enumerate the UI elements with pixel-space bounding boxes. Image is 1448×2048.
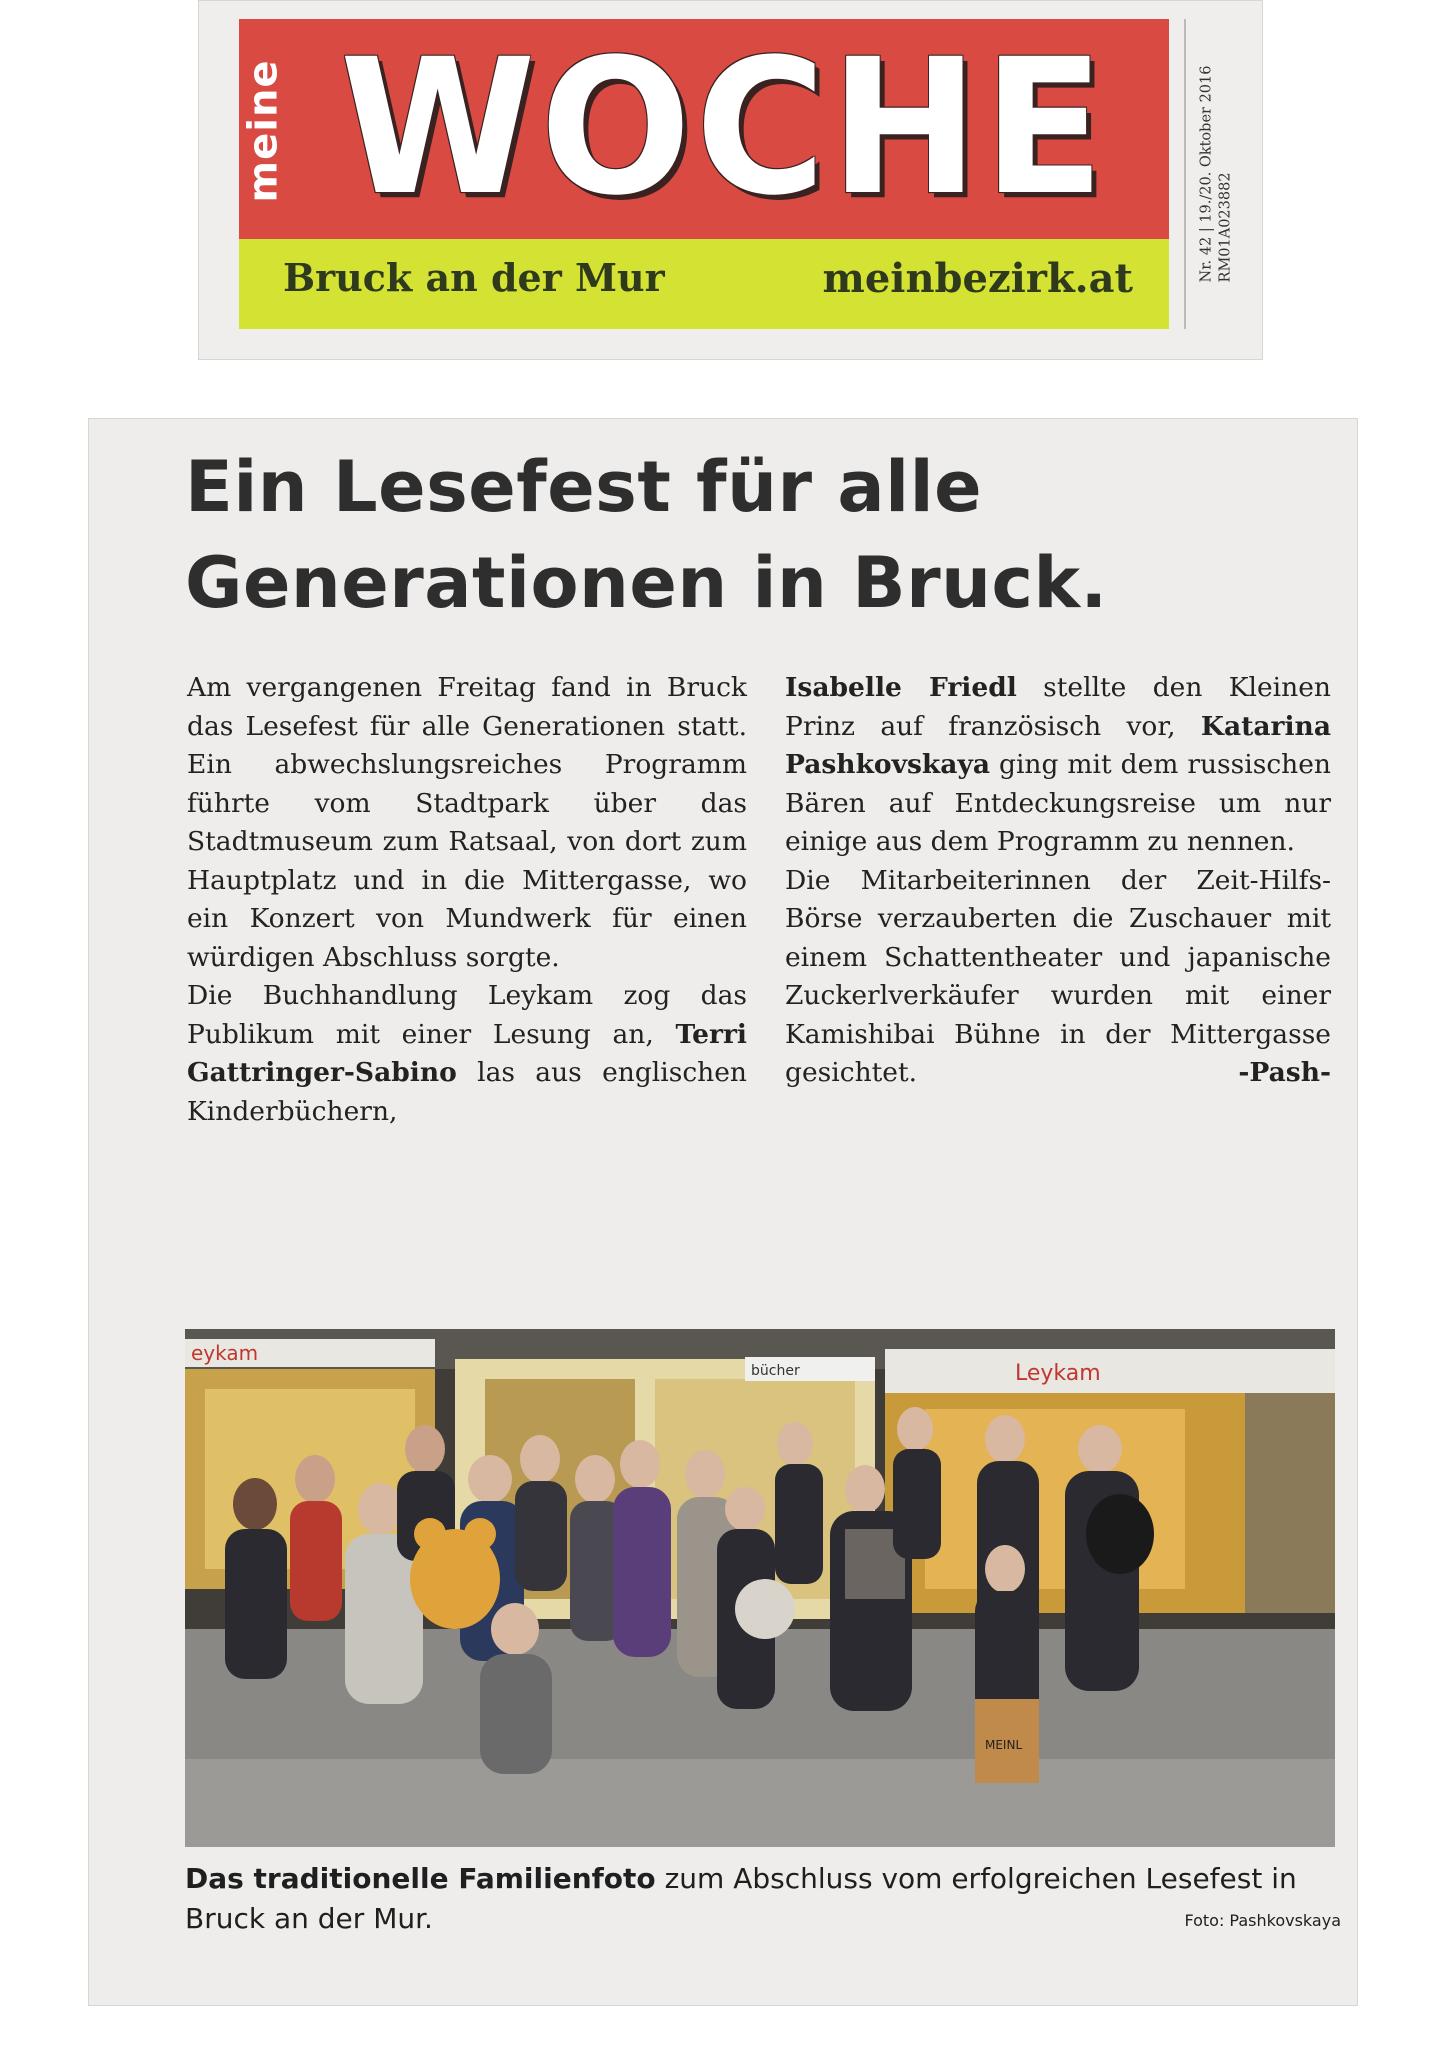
text: stellte den Kleinen Prinz auf französisch vor, [785, 672, 1331, 742]
article-clipping [88, 418, 1358, 2006]
text: Die Mitarbeiterinnen der Zeit-Hilfs-Börse verzauberten die Zuschauer mit einem Schattentheater und japanische Zuckerlverkäufer wurden mit einer Kamishibai Bühne in der Mittergasse gesichtet. [785, 864, 1331, 1088]
caption-lead: Das traditionelle Familienfoto [185, 1862, 656, 1895]
person-name: Terri Gattringer-Sabino [187, 1018, 747, 1088]
website: meinbezirk.at [822, 255, 1133, 302]
shop-sign-right: Leykam [1015, 1361, 1101, 1386]
article-column-1 [187, 669, 747, 1131]
paragraph [785, 669, 1331, 862]
text: las aus englischen Kinderbüchern, [187, 1057, 747, 1127]
paragraph: Am vergangenen Freitag fand in Bruck das Lesefest für alle Generationen statt. Ein abwechslungsreiches Programm führte vom Stadtpark über das Stadtmuseum zum Ratsaal, von dort zum Hauptplatz und in die Mittergasse, wo ein Konzert von Mundwerk für einen würdigen Abschluss sorgte. [187, 672, 747, 973]
paragraph [785, 862, 1331, 1093]
shop-sign-left: eykam [191, 1341, 259, 1365]
text: ging mit dem russischen Bären auf Entdeckungsreise um nur einige aus dem Programm zu nennen. [785, 749, 1331, 857]
issue-info [1184, 19, 1246, 329]
group-photo [185, 1329, 1335, 1847]
brand-small-text: meine [241, 59, 287, 203]
photo-credit: Foto: Pashkovskaya [1184, 1911, 1341, 1930]
brand-logo: WOCHE [339, 18, 1109, 237]
article-column-2 [785, 669, 1331, 1093]
masthead-green-band [239, 239, 1169, 329]
brand-small [241, 41, 287, 221]
text: Die Buchhandlung Leykam zog das Publikum mit einer Lesung an, [187, 980, 747, 1050]
person-name: Isabelle Friedl [785, 672, 1017, 703]
masthead-clipping [198, 0, 1263, 360]
headline-line-2: Generationen in Bruck. [185, 542, 1108, 624]
byline: -Pash- [1238, 1057, 1331, 1088]
person-name: Katarina Pashkovskaya [785, 710, 1331, 780]
region-name: Bruck an der Mur [283, 255, 665, 300]
headline-line-1: Ein Lesefest für alle [185, 446, 983, 528]
issue-date: Nr. 42 | 19./20. Oktober 2016 [1198, 65, 1215, 283]
paragraph [187, 977, 747, 1131]
issue-code: RM01A023882 [1217, 172, 1234, 283]
shop-sign-middle: bücher [751, 1363, 800, 1379]
caption-text: zum Abschluss vom erfolgreichen Lesefest in Bruck an der Mur. [185, 1862, 1297, 1935]
headline [185, 439, 1315, 631]
photo-caption [185, 1859, 1335, 1939]
cajon-brand: MEINL [985, 1738, 1023, 1752]
